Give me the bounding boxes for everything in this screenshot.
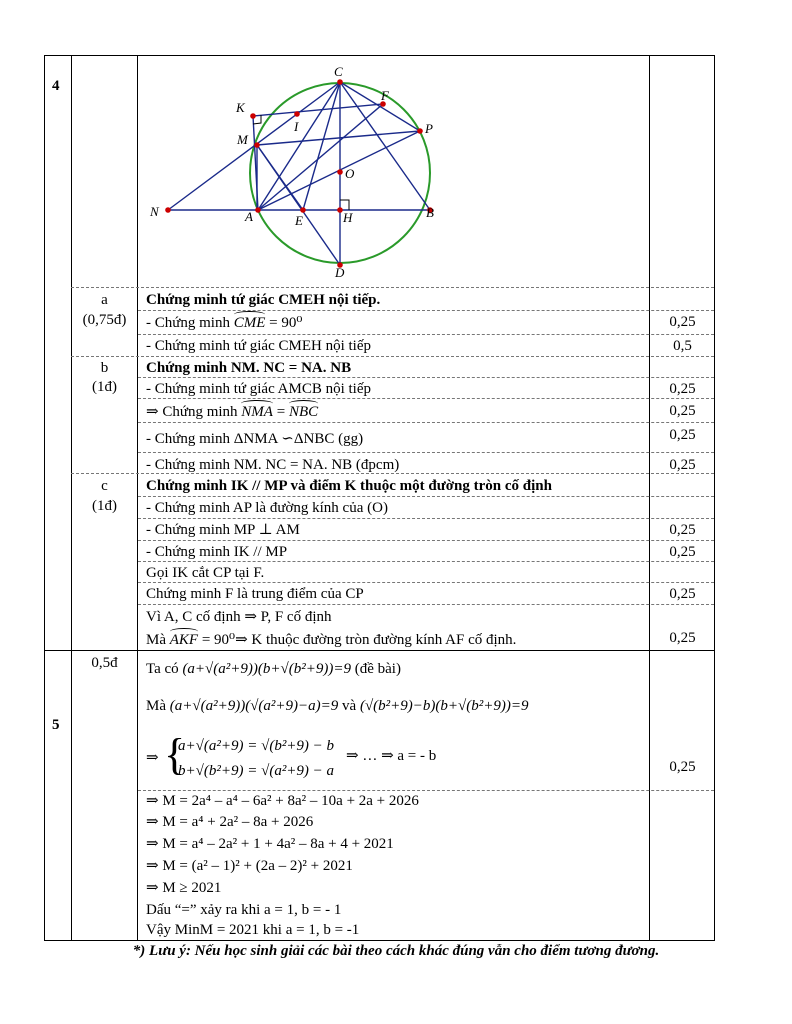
row-tail: = 90⁰ xyxy=(269,315,303,331)
part-c-row-2: - Chứng minh MP ⊥ AM xyxy=(146,522,300,538)
part-c-row-6: Vì A, C cố định ⇒ P, F cố định xyxy=(146,609,332,625)
score: 0,25 xyxy=(669,759,696,775)
part-c-row-4: Gọi IK cắt CP tại F. xyxy=(146,565,265,581)
label-N: N xyxy=(150,204,159,219)
row-text: ⇒ Chứng minh xyxy=(146,404,238,420)
formula: (√(b²+9)−b)(b+√(b²+9))=9 xyxy=(359,698,529,714)
score: 0,25 xyxy=(669,314,696,330)
geometry-figure xyxy=(140,57,648,285)
score: 0,25 xyxy=(669,457,696,473)
part-c-row-1: - Chứng minh AP là đường kính của (O) xyxy=(146,500,388,516)
angle-CME: CME xyxy=(233,315,266,331)
part-a-row-2: - Chứng minh tứ giác CMEH nội tiếp xyxy=(146,338,371,354)
score: 0,25 xyxy=(669,544,696,560)
label-B: B xyxy=(426,205,434,220)
part-b-points: (1đ) xyxy=(92,379,117,395)
footnote: *) Lưu ý: Nếu học sinh giải các bài theo cách khác đúng vẫn cho điểm tương đương. xyxy=(132,943,660,959)
part-b-title: Chứng minh NM. NC = NA. NB xyxy=(146,360,352,376)
q5-step-5: ⇒ M ≥ 2021 xyxy=(146,880,222,896)
question-number-5: 5 xyxy=(52,717,60,733)
formula: (a+√(a²+9))(b+√(b²+9))=9 xyxy=(182,661,351,677)
formula: (a+√(a²+9))(√(a²+9)−a)=9 xyxy=(169,698,339,714)
label-O: O xyxy=(345,166,355,181)
q5-step-1: ⇒ M = 2a⁴ – a⁴ – 6a² + 8a² – 10a + 2a + 2026 xyxy=(146,793,419,809)
part-a-label: a xyxy=(101,292,108,308)
question-number-4: 4 xyxy=(52,78,60,94)
label-H: H xyxy=(343,210,353,225)
system-tail: ⇒ … ⇒ a = - b xyxy=(346,748,437,764)
part-b-label: b xyxy=(100,360,109,376)
eq: = xyxy=(276,404,286,420)
row-tail: = 90⁰⇒ K thuộc đường tròn đường kính AF cố định. xyxy=(201,632,517,648)
row-text: Mà xyxy=(146,632,166,648)
part-c-title: Chứng minh IK // MP và điểm K thuộc một đường tròn cố định xyxy=(146,478,552,494)
line-intro: Mà xyxy=(146,698,166,714)
q5-step-2: ⇒ M = a⁴ + 2a² – 8a + 2026 xyxy=(146,814,314,830)
q5-step-3: ⇒ M = a⁴ – 2a² + 1 + 4a² – 8a + 4 + 2021 xyxy=(146,836,394,852)
score: 0,25 xyxy=(669,427,696,443)
part-c-points: (1đ) xyxy=(92,498,117,514)
angle-NBC: NBC xyxy=(288,404,319,420)
label-M: M xyxy=(237,132,248,147)
q5-step-7: Vậy MinM = 2021 khi a = 1, b = -1 xyxy=(146,922,360,938)
system-eq-1: a+√(a²+9) = √(b²+9) − b xyxy=(178,738,335,754)
part-a-row-1 xyxy=(146,314,302,332)
angle-NMA: NMA xyxy=(241,404,273,420)
label-P: P xyxy=(425,121,433,136)
part-c-row-7 xyxy=(146,631,516,649)
line-note: (đề bài) xyxy=(354,661,401,677)
row-text: - Chứng minh xyxy=(146,315,230,331)
part-b-row-1: - Chứng minh tứ giác AMCB nội tiếp xyxy=(146,381,372,397)
angle-AKF: AKF xyxy=(169,632,199,648)
label-C: C xyxy=(334,64,343,79)
part-b-row-2 xyxy=(146,403,318,421)
part-a-title: Chứng minh tứ giác CMEH nội tiếp. xyxy=(146,292,381,308)
label-F: F xyxy=(381,88,389,103)
part-c-row-5: Chứng minh F là trung điểm của CP xyxy=(146,586,364,602)
system-eq-2: b+√(b²+9) = √(a²+9) − a xyxy=(178,763,335,779)
label-D: D xyxy=(335,265,345,280)
label-K: K xyxy=(236,100,245,115)
part-a-points: (0,75đ) xyxy=(82,312,127,328)
q5-step-4: ⇒ M = (a² – 1)² + (2a – 2)² + 2021 xyxy=(146,858,353,874)
score: 0,25 xyxy=(669,381,696,397)
q5-line-2 xyxy=(146,697,528,715)
q5-step-6: Dấu “=” xảy ra khi a = 1, b = - 1 xyxy=(146,902,342,918)
label-E: E xyxy=(295,213,303,228)
score: 0,25 xyxy=(669,403,696,419)
score: 0,25 xyxy=(669,630,696,646)
label-I: I xyxy=(294,119,299,134)
part-b-row-3: - Chứng minh ΔNMA ∽ΔNBC (gg) xyxy=(146,431,364,447)
part-b-row-4: - Chứng minh NM. NC = NA. NB (đpcm) xyxy=(146,457,400,473)
q5-points: 0,5đ xyxy=(91,655,118,671)
score: 0,25 xyxy=(669,522,696,538)
label-A: A xyxy=(245,209,253,224)
part-c-row-3: - Chứng minh IK // MP xyxy=(146,544,288,560)
part-c-label: c xyxy=(101,478,108,494)
line-intro: Ta có xyxy=(146,661,179,677)
q5-line-1 xyxy=(146,660,401,678)
score: 0,5 xyxy=(673,338,692,354)
line-mid: và xyxy=(342,698,357,714)
score: 0,25 xyxy=(669,586,696,602)
